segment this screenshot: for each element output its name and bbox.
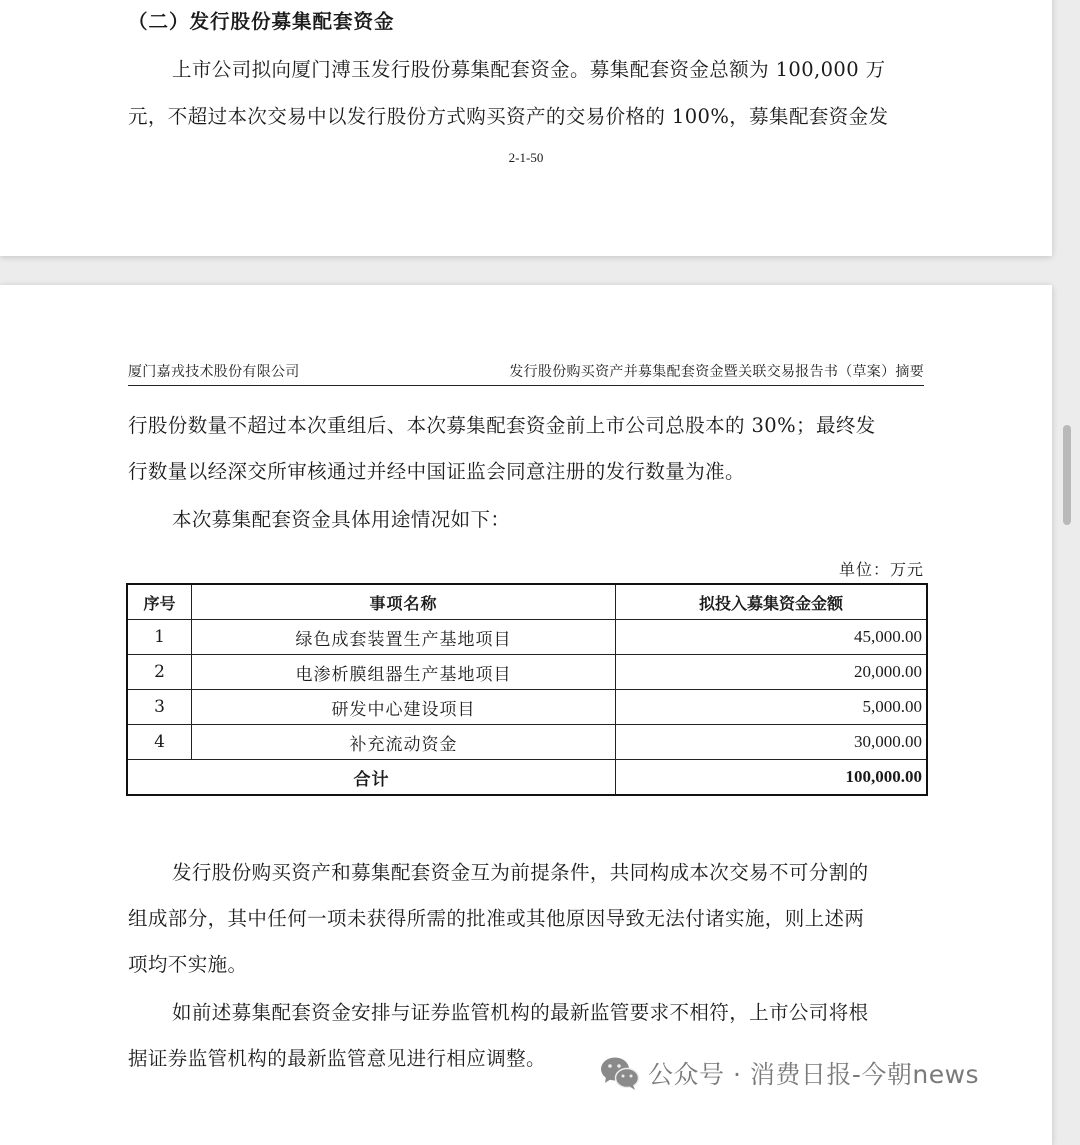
column-header-no: 序号 [127,584,192,620]
paragraph-line: 上市公司拟向厦门溥玉发行股份募集配套资金。募集配套资金总额为 100,000 万 [172,58,886,81]
table-row [127,655,927,690]
running-header [128,361,924,386]
paragraph-line: 组成部分，其中任何一项未获得所需的批准或其他原因导致无法付诸实施，则上述两 [128,907,865,930]
funds-usage-table [126,583,928,796]
column-header-amount: 拟投入募集资金金额 [616,584,928,620]
section-heading: （二）发行股份募集配套资金 [128,10,395,33]
column-header-name: 事项名称 [192,584,616,620]
paragraph-line: 元，不超过本次交易中以发行股份方式购买资产的交易价格的 100%，募集配套资金发 [128,105,889,128]
row-no: 4 [127,725,192,760]
row-no: 1 [127,620,192,655]
row-name: 电渗析膜组器生产基地项目 [192,655,616,690]
row-no: 2 [127,655,192,690]
table-unit-label: 单位：万元 [838,560,924,579]
paragraph-line: 本次募集配套资金具体用途情况如下： [172,508,511,531]
paragraph-line: 据证券监管机构的最新监管意见进行相应调整。 [128,1047,546,1070]
row-name: 研发中心建设项目 [192,690,616,725]
watermark-text: 公众号 · 消费日报-今朝news [648,1060,980,1089]
row-name: 补充流动资金 [192,725,616,760]
wechat-icon [600,1055,640,1091]
paragraph-line: 发行股份购买资产和募集配套资金互为前提条件，共同构成本次交易不可分割的 [172,861,869,884]
row-name: 绿色成套装置生产基地项目 [192,620,616,655]
document-page-lower [0,285,1052,1145]
row-amount: 45,000.00 [616,620,928,655]
table-row [127,620,927,655]
page-number: 2-1-50 [508,150,544,165]
scrollbar-thumb[interactable] [1063,425,1071,525]
paragraph-line: 行数量以经深交所审核通过并经中国证监会同意注册的发行数量为准。 [128,460,745,483]
header-company: 厦门嘉戎技术股份有限公司 [128,364,300,380]
paragraph-line: 如前述募集配套资金安排与证券监管机构的最新监管要求不相符，上市公司将根 [172,1001,869,1024]
table-row [127,725,927,760]
paragraph-line: 行股份数量不超过本次重组后、本次募集配套资金前上市公司总股本的 30%；最终发 [128,414,876,437]
header-report-title: 发行股份购买资产并募集配套资金暨关联交易报告书（草案）摘要 [509,364,924,380]
row-amount: 5,000.00 [616,690,928,725]
row-amount: 20,000.00 [616,655,928,690]
paragraph-line: 项均不实施。 [128,953,248,976]
document-page-upper [0,0,1052,256]
watermark [600,1055,979,1091]
row-amount: 30,000.00 [616,725,928,760]
total-label: 合计 [127,760,616,796]
table-header-row [127,584,927,620]
row-no: 3 [127,690,192,725]
total-amount: 100,000.00 [616,760,928,796]
table-row [127,690,927,725]
table-total-row [127,760,927,796]
